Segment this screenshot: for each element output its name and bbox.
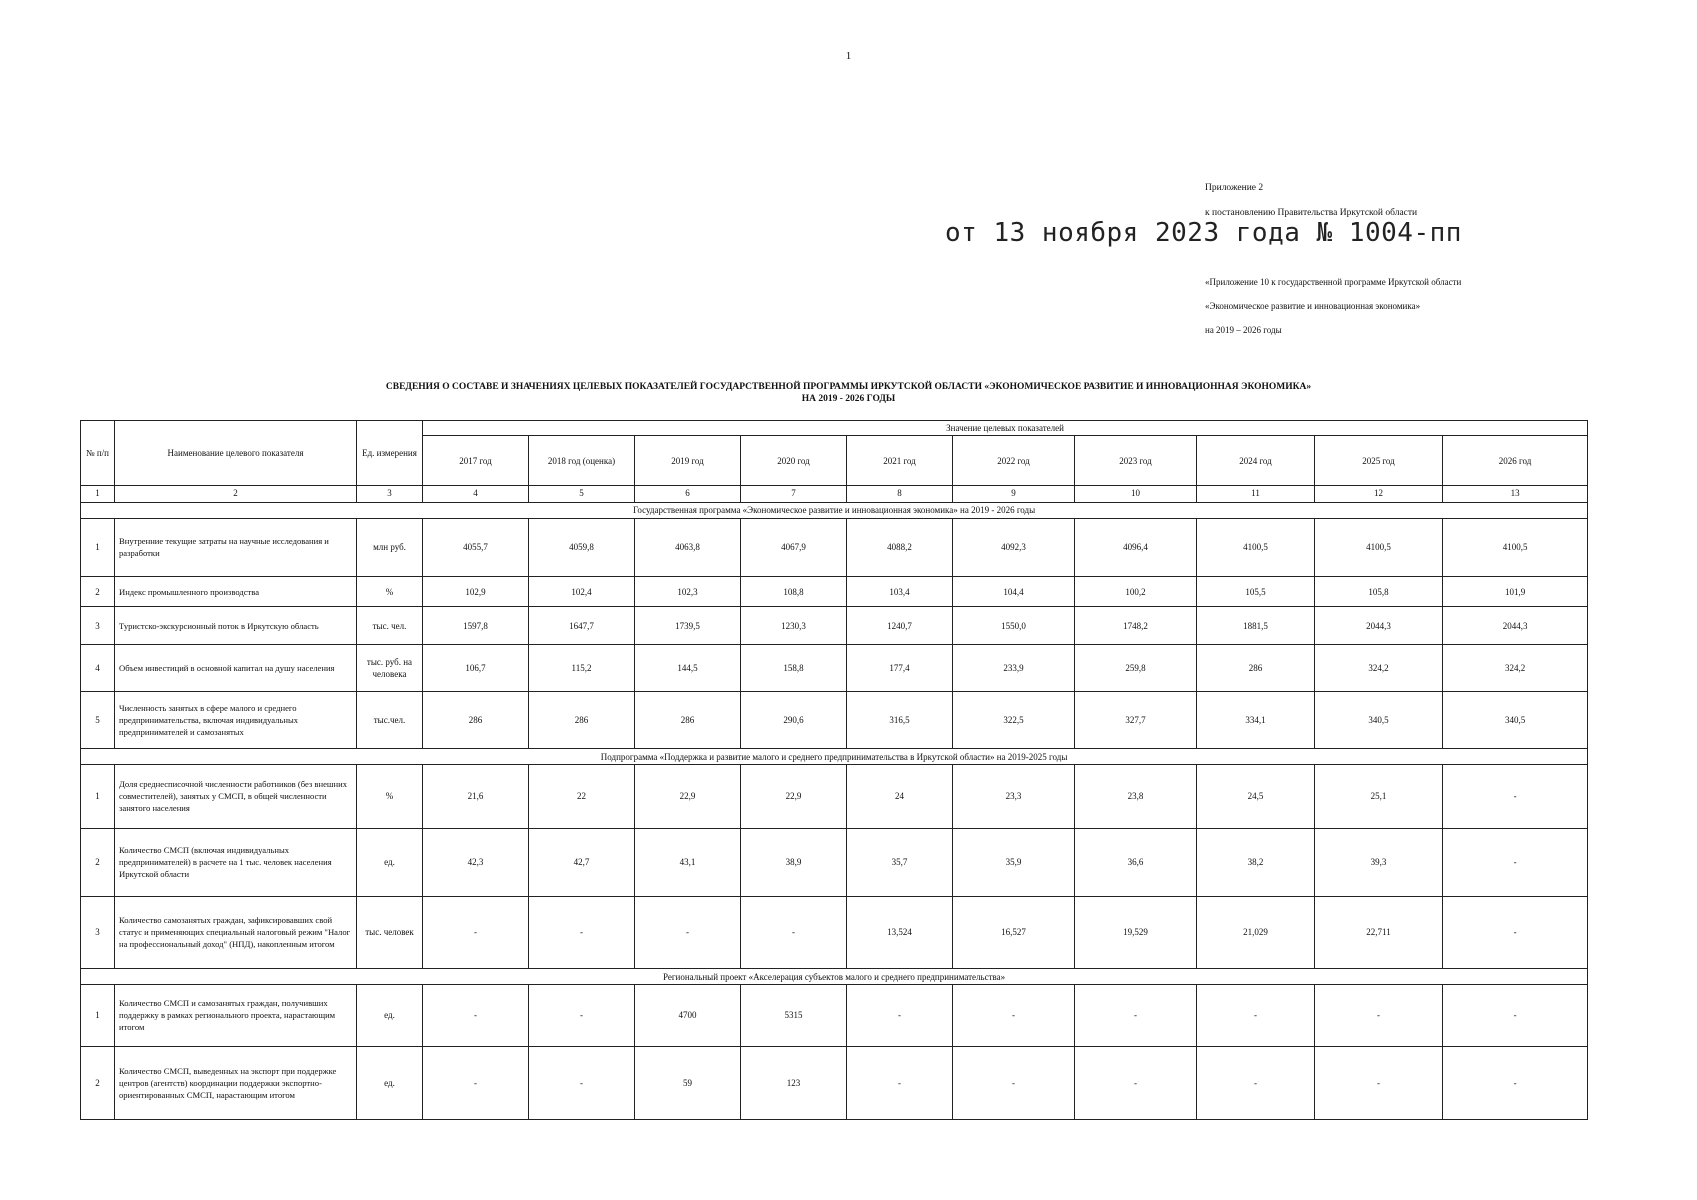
column-number: 12 xyxy=(1315,486,1443,502)
section-title: Подпрограмма «Поддержка и развитие малого и среднего предпринимательства в Иркутской области» на 2019-2025 годы xyxy=(81,749,1588,765)
indicator-value: - xyxy=(1075,985,1197,1046)
indicator-value: 286 xyxy=(529,691,635,748)
indicator-name: Доля среднесписочной численности работников (без внешних совместителей), занятых у СМСП, в общей численности занятого населения xyxy=(115,765,357,828)
indicator-value: 322,5 xyxy=(953,691,1075,748)
targets-table xyxy=(80,420,1588,1120)
indicator-value: - xyxy=(953,1046,1075,1119)
indicator-row xyxy=(81,691,1588,748)
indicator-unit: ед. xyxy=(357,1046,423,1119)
page-number: 1 xyxy=(845,50,852,62)
indicator-unit: % xyxy=(357,576,423,607)
indicator-unit: млн руб. xyxy=(357,518,423,576)
indicator-value: - xyxy=(953,985,1075,1046)
program-reference-line-3: на 2019 – 2026 годы xyxy=(1205,325,1282,335)
indicator-row xyxy=(81,645,1588,692)
header-name: Наименование целевого показателя xyxy=(115,421,357,486)
indicator-value: 144,5 xyxy=(635,645,741,692)
indicator-name: Внутренние текущие затраты на научные исследования и разработки xyxy=(115,518,357,576)
indicator-value: 22,9 xyxy=(741,765,847,828)
indicator-value: 13,524 xyxy=(847,896,953,968)
indicator-value: 23,8 xyxy=(1075,765,1197,828)
indicator-value: - xyxy=(1443,985,1588,1046)
indicator-value: 24,5 xyxy=(1197,765,1315,828)
indicator-value: 35,9 xyxy=(953,828,1075,896)
indicator-num: 3 xyxy=(81,607,115,645)
indicator-num: 5 xyxy=(81,691,115,748)
indicator-value: 59 xyxy=(635,1046,741,1119)
indicator-row xyxy=(81,576,1588,607)
header-values-group: Значение целевых показателей xyxy=(423,421,1588,436)
header-year: 2018 год (оценка) xyxy=(529,436,635,486)
column-number: 11 xyxy=(1197,486,1315,502)
indicator-value: 4700 xyxy=(635,985,741,1046)
section-title: Государственная программа «Экономическое развитие и инновационная экономика» на 2019 - 2026 годы xyxy=(81,502,1588,518)
indicator-unit: ед. xyxy=(357,985,423,1046)
indicator-value: - xyxy=(741,896,847,968)
indicator-value: - xyxy=(1197,1046,1315,1119)
indicator-value: 4096,4 xyxy=(1075,518,1197,576)
header-year: 2020 год xyxy=(741,436,847,486)
indicator-value: 1597,8 xyxy=(423,607,529,645)
indicator-value: 4100,5 xyxy=(1315,518,1443,576)
indicator-value: 103,4 xyxy=(847,576,953,607)
indicator-value: 100,2 xyxy=(1075,576,1197,607)
indicator-value: - xyxy=(423,985,529,1046)
indicator-value: 2044,3 xyxy=(1315,607,1443,645)
indicator-value: 1739,5 xyxy=(635,607,741,645)
indicator-value: 4059,8 xyxy=(529,518,635,576)
section-row xyxy=(81,969,1588,985)
indicator-num: 1 xyxy=(81,985,115,1046)
document-title xyxy=(0,381,1697,405)
column-number: 1 xyxy=(81,486,115,502)
indicator-value: 5315 xyxy=(741,985,847,1046)
section-row xyxy=(81,749,1588,765)
indicator-value: 4063,8 xyxy=(635,518,741,576)
indicator-name: Количество СМСП и самозанятых граждан, получивших поддержку в рамках регионального проекта, нарастающим итогом xyxy=(115,985,357,1046)
column-number: 9 xyxy=(953,486,1075,502)
indicator-value: 102,3 xyxy=(635,576,741,607)
header-year: 2017 год xyxy=(423,436,529,486)
indicator-value: 38,9 xyxy=(741,828,847,896)
indicator-value: 42,7 xyxy=(529,828,635,896)
header-year: 2023 год xyxy=(1075,436,1197,486)
indicator-num: 1 xyxy=(81,518,115,576)
indicator-value: 38,2 xyxy=(1197,828,1315,896)
indicator-value: 102,4 xyxy=(529,576,635,607)
indicator-value: 23,3 xyxy=(953,765,1075,828)
indicator-value: 259,8 xyxy=(1075,645,1197,692)
indicator-value: 290,6 xyxy=(741,691,847,748)
header-row-1 xyxy=(81,421,1588,436)
indicator-value: 102,9 xyxy=(423,576,529,607)
column-number: 10 xyxy=(1075,486,1197,502)
indicator-unit: тыс. чел. xyxy=(357,607,423,645)
indicator-value: 22,9 xyxy=(635,765,741,828)
indicator-row xyxy=(81,985,1588,1046)
indicator-value: 24 xyxy=(847,765,953,828)
indicator-value: 123 xyxy=(741,1046,847,1119)
indicator-name: Объем инвестиций в основной капитал на душу населения xyxy=(115,645,357,692)
column-number: 8 xyxy=(847,486,953,502)
indicator-value: - xyxy=(423,1046,529,1119)
indicator-name: Численность занятых в сфере малого и среднего предпринимательства, включая индивидуальных предпринимателей и самозанятых xyxy=(115,691,357,748)
indicator-name: Количество самозанятых граждан, зафиксировавших свой статус и применяющих специальный налоговый режим "Налог на профессиональный доход" (НПД), накопленным итогом xyxy=(115,896,357,968)
indicator-num: 3 xyxy=(81,896,115,968)
indicator-value: - xyxy=(529,1046,635,1119)
indicator-value: 1240,7 xyxy=(847,607,953,645)
indicator-value: 1881,5 xyxy=(1197,607,1315,645)
indicator-value: 22 xyxy=(529,765,635,828)
header-year: 2026 год xyxy=(1443,436,1588,486)
indicator-value: - xyxy=(1443,765,1588,828)
indicator-value: 1550,0 xyxy=(953,607,1075,645)
indicator-value: 21,6 xyxy=(423,765,529,828)
indicator-value: 286 xyxy=(423,691,529,748)
indicator-value: - xyxy=(1197,985,1315,1046)
indicator-value: 22,711 xyxy=(1315,896,1443,968)
indicator-value: 4055,7 xyxy=(423,518,529,576)
header-num: № п/п xyxy=(81,421,115,486)
header-year: 2019 год xyxy=(635,436,741,486)
indicator-num: 2 xyxy=(81,576,115,607)
indicator-value: 327,7 xyxy=(1075,691,1197,748)
indicator-value: - xyxy=(847,1046,953,1119)
indicator-value: - xyxy=(635,896,741,968)
column-number: 13 xyxy=(1443,486,1588,502)
indicator-value: 1748,2 xyxy=(1075,607,1197,645)
indicator-value: 286 xyxy=(1197,645,1315,692)
indicator-value: - xyxy=(1315,985,1443,1046)
indicator-value: 19,529 xyxy=(1075,896,1197,968)
indicator-value: 35,7 xyxy=(847,828,953,896)
indicator-value: 106,7 xyxy=(423,645,529,692)
indicator-value: - xyxy=(529,896,635,968)
indicator-value: 21,029 xyxy=(1197,896,1315,968)
column-number: 7 xyxy=(741,486,847,502)
decree-date-stamp: от 13 ноября 2023 года № 1004-пп xyxy=(945,218,1462,248)
indicator-unit: тыс.чел. xyxy=(357,691,423,748)
column-numbers-row xyxy=(81,486,1588,502)
column-number: 6 xyxy=(635,486,741,502)
indicator-unit: ед. xyxy=(357,828,423,896)
document-title-line-2: НА 2019 - 2026 ГОДЫ xyxy=(801,394,896,404)
indicator-value: 105,5 xyxy=(1197,576,1315,607)
indicator-row xyxy=(81,518,1588,576)
indicator-num: 1 xyxy=(81,765,115,828)
indicator-num: 2 xyxy=(81,828,115,896)
indicator-value: 108,8 xyxy=(741,576,847,607)
header-year: 2024 год xyxy=(1197,436,1315,486)
header-year: 2021 год xyxy=(847,436,953,486)
column-number: 4 xyxy=(423,486,529,502)
indicator-value: 101,9 xyxy=(1443,576,1588,607)
indicator-row xyxy=(81,607,1588,645)
column-number: 2 xyxy=(115,486,357,502)
section-title: Региональный проект «Акселерация субъектов малого и среднего предпринимательства» xyxy=(81,969,1588,985)
indicator-value: 16,527 xyxy=(953,896,1075,968)
annex-decree-label: к постановлению Правительства Иркутской области xyxy=(1205,208,1418,218)
indicator-value: - xyxy=(1443,828,1588,896)
indicator-value: 334,1 xyxy=(1197,691,1315,748)
indicator-value: - xyxy=(847,985,953,1046)
indicator-unit: тыс. человек xyxy=(357,896,423,968)
indicator-value: - xyxy=(1443,1046,1588,1119)
targets-table-body xyxy=(81,421,1588,1120)
annex-label: Приложение 2 xyxy=(1205,183,1264,193)
column-number: 3 xyxy=(357,486,423,502)
indicator-name: Туристско-экскурсионный поток в Иркутскую область xyxy=(115,607,357,645)
indicator-value: 4100,5 xyxy=(1443,518,1588,576)
indicator-value: 286 xyxy=(635,691,741,748)
indicator-value: 340,5 xyxy=(1443,691,1588,748)
indicator-unit: тыс. руб. на человека xyxy=(357,645,423,692)
indicator-row xyxy=(81,765,1588,828)
indicator-row xyxy=(81,896,1588,968)
indicator-value: 43,1 xyxy=(635,828,741,896)
indicator-value: 39,3 xyxy=(1315,828,1443,896)
indicator-value: 324,2 xyxy=(1443,645,1588,692)
indicator-name: Количество СМСП, выведенных на экспорт при поддержке центров (агентств) координации поддержки экспортно-ориентированных СМСП, нарастающим итогом xyxy=(115,1046,357,1119)
indicator-value: 42,3 xyxy=(423,828,529,896)
indicator-row xyxy=(81,828,1588,896)
indicator-value: - xyxy=(1443,896,1588,968)
program-reference-line-2: «Экономическое развитие и инновационная экономика» xyxy=(1205,301,1421,311)
indicator-value: - xyxy=(423,896,529,968)
indicator-value: 115,2 xyxy=(529,645,635,692)
indicator-value: - xyxy=(1315,1046,1443,1119)
indicator-name: Индекс промышленного производства xyxy=(115,576,357,607)
header-year: 2025 год xyxy=(1315,436,1443,486)
indicator-value: 316,5 xyxy=(847,691,953,748)
indicator-value: 158,8 xyxy=(741,645,847,692)
indicator-num: 2 xyxy=(81,1046,115,1119)
document-title-line-1: СВЕДЕНИЯ О СОСТАВЕ И ЗНАЧЕНИЯХ ЦЕЛЕВЫХ ПОКАЗАТЕЛЕЙ ГОСУДАРСТВЕННОЙ ПРОГРАММЫ ИРКУТСКОЙ ОБЛАСТИ «ЭКОНОМИЧЕСКОЕ РАЗВИТИЕ И ИННОВАЦИОННАЯ ЭКОНОМИКА» xyxy=(385,382,1312,392)
indicator-row xyxy=(81,1046,1588,1119)
indicator-value: 4092,3 xyxy=(953,518,1075,576)
column-number: 5 xyxy=(529,486,635,502)
indicator-value: 36,6 xyxy=(1075,828,1197,896)
indicator-value: 177,4 xyxy=(847,645,953,692)
indicator-value: 1647,7 xyxy=(529,607,635,645)
indicator-value: 4067,9 xyxy=(741,518,847,576)
indicator-value: 4088,2 xyxy=(847,518,953,576)
indicator-value: 233,9 xyxy=(953,645,1075,692)
indicator-num: 4 xyxy=(81,645,115,692)
indicator-value: 1230,3 xyxy=(741,607,847,645)
indicator-value: 340,5 xyxy=(1315,691,1443,748)
indicator-value: - xyxy=(529,985,635,1046)
indicator-value: - xyxy=(1075,1046,1197,1119)
header-unit: Ед. измерения xyxy=(357,421,423,486)
indicator-value: 4100,5 xyxy=(1197,518,1315,576)
indicator-value: 25,1 xyxy=(1315,765,1443,828)
indicator-value: 104,4 xyxy=(953,576,1075,607)
indicator-unit: % xyxy=(357,765,423,828)
section-row xyxy=(81,502,1588,518)
program-reference-line-1: «Приложение 10 к государственной программе Иркутской области xyxy=(1205,277,1462,287)
indicator-value: 2044,3 xyxy=(1443,607,1588,645)
indicator-name: Количество СМСП (включая индивидуальных предпринимателей) в расчете на 1 тыс. человек населения Иркутской области xyxy=(115,828,357,896)
header-year: 2022 год xyxy=(953,436,1075,486)
indicator-value: 324,2 xyxy=(1315,645,1443,692)
indicator-value: 105,8 xyxy=(1315,576,1443,607)
